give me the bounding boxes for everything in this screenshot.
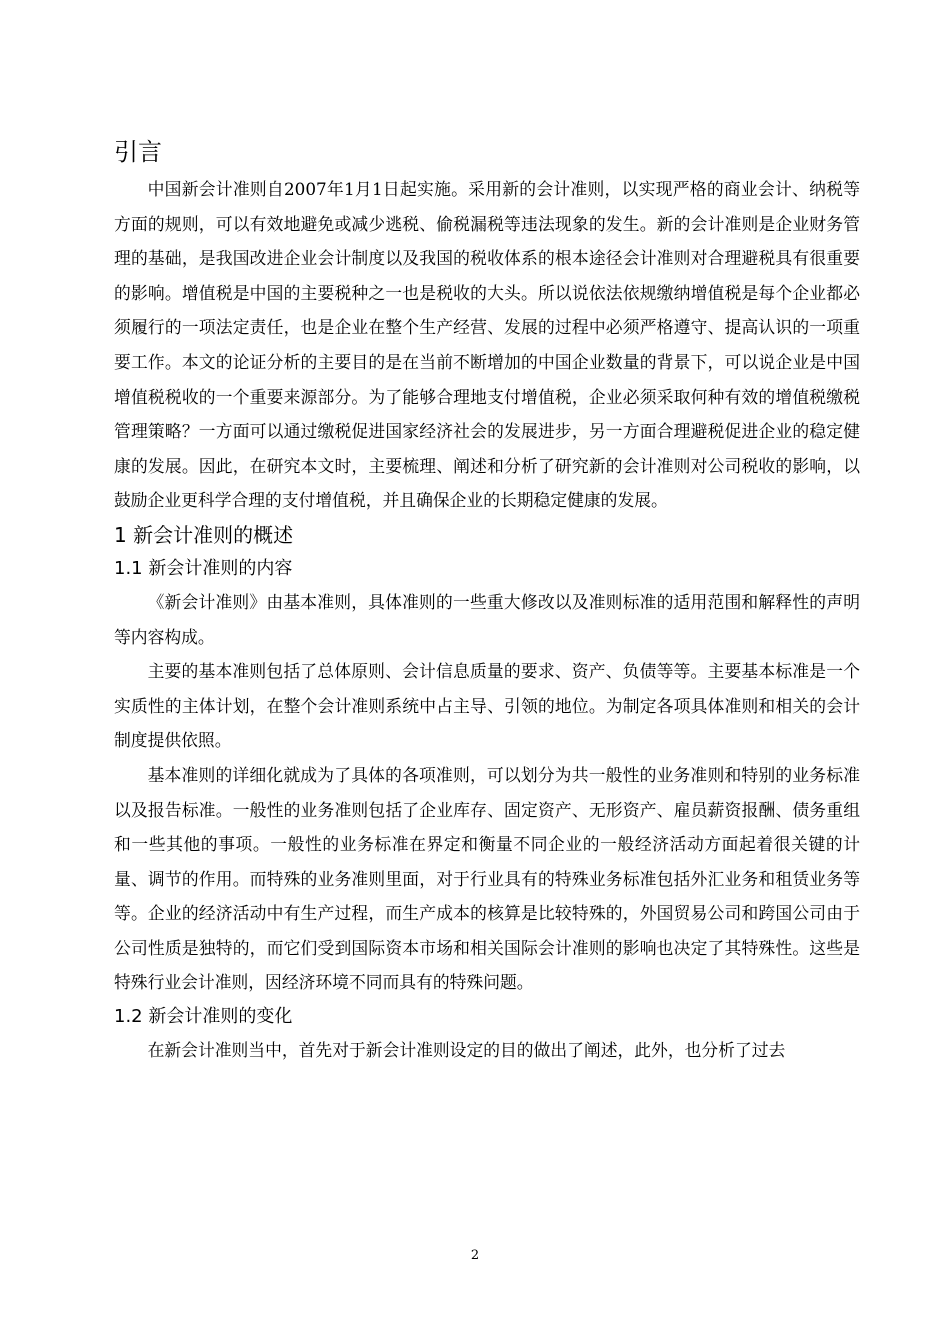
page-number: 2 [470,1248,480,1263]
section-1-2-heading: 1.2 新会计准则的变化 [114,1006,293,1028]
section-1-1-paragraph-2: 主要的基本准则包括了总体原则、会计信息质量的要求、资产、负债等等。主要基本标准是一个实质性的主体计划，在整个会计准则系统中占主导、引领的地位。为制定各项具体准则和相关的会计制度提供依照。 [114,661,860,751]
section-1-1-paragraph-1: 《新会计准则》由基本准则，具体准则的一些重大修改以及准则标准的适用范围和解释性的声明等内容构成。 [114,591,860,647]
intro-heading: 引言 [114,138,162,166]
page-content [114,132,860,1068]
section-1-1-heading: 1.1 新会计准则的内容 [114,557,293,579]
intro-paragraph: 中国新会计准则自2007年1月1日起实施。采用新的会计准则，以实现严格的商业会计、纳税等方面的规则，可以有效地避免或减少逃税、偷税漏税等违法现象的发生。新的会计准则是企业财务管理的基础，是我国改进企业会计制度以及我国的税收体系的根本途径会计准则对合理避税具有很重要的影响。增值税是中国的主要税种之一也是税收的大头。所以说依法依规缴纳增值税是每个企业都必须履行的一项法定责任，也是企业在整个生产经营、发展的过程中必须严格遵守、提高认识的一项重要工作。本文的论证分析的主要目的是在当前不断增加的中国企业数量的背景下，可以说企业是中国增值税税收的一个重要来源部分。为了能够合理地支付增值税，企业必须采取何种有效的增值税缴税管理策略？一方面可以通过缴税促进国家经济社会的发展进步，另一方面合理避税促进企业的稳定健康的发展。因此，在研究本文时，主要梳理、阐述和分析了研究新的会计准则对公司税收的影响，以鼓励企业更科学合理的支付增值税，并且确保企业的长期稳定健康的发展。 [114,179,860,511]
section-1-2-paragraph-1: 在新会计准则当中，首先对于新会计准则设定的目的做出了阐述，此外，也分析了过去 [147,1040,786,1061]
section-1-heading: 1 新会计准则的概述 [114,522,294,547]
section-1-1-paragraph-3: 基本准则的详细化就成为了具体的各项准则，可以划分为共一般性的业务准则和特别的业务标准以及报告标准。一般性的业务准则包括了企业库存、固定资产、无形资产、雇员薪资报酬、债务重组和一些其他的事项。一般性的业务标准在界定和衡量不同企业的一般经济活动方面起着很关键的计量、调节的作用。而特殊的业务准则里面，对于行业具有的特殊业务标准包括外汇业务和租赁业务等等。企业的经济活动中有生产过程，而生产成本的核算是比较特殊的，外国贸易公司和跨国公司由于公司性质是独特的，而它们受到国际资本市场和相关国际会计准则的影响也决定了其特殊性。这些是特殊行业会计准则，因经济环境不同而具有的特殊问题。 [114,764,860,993]
